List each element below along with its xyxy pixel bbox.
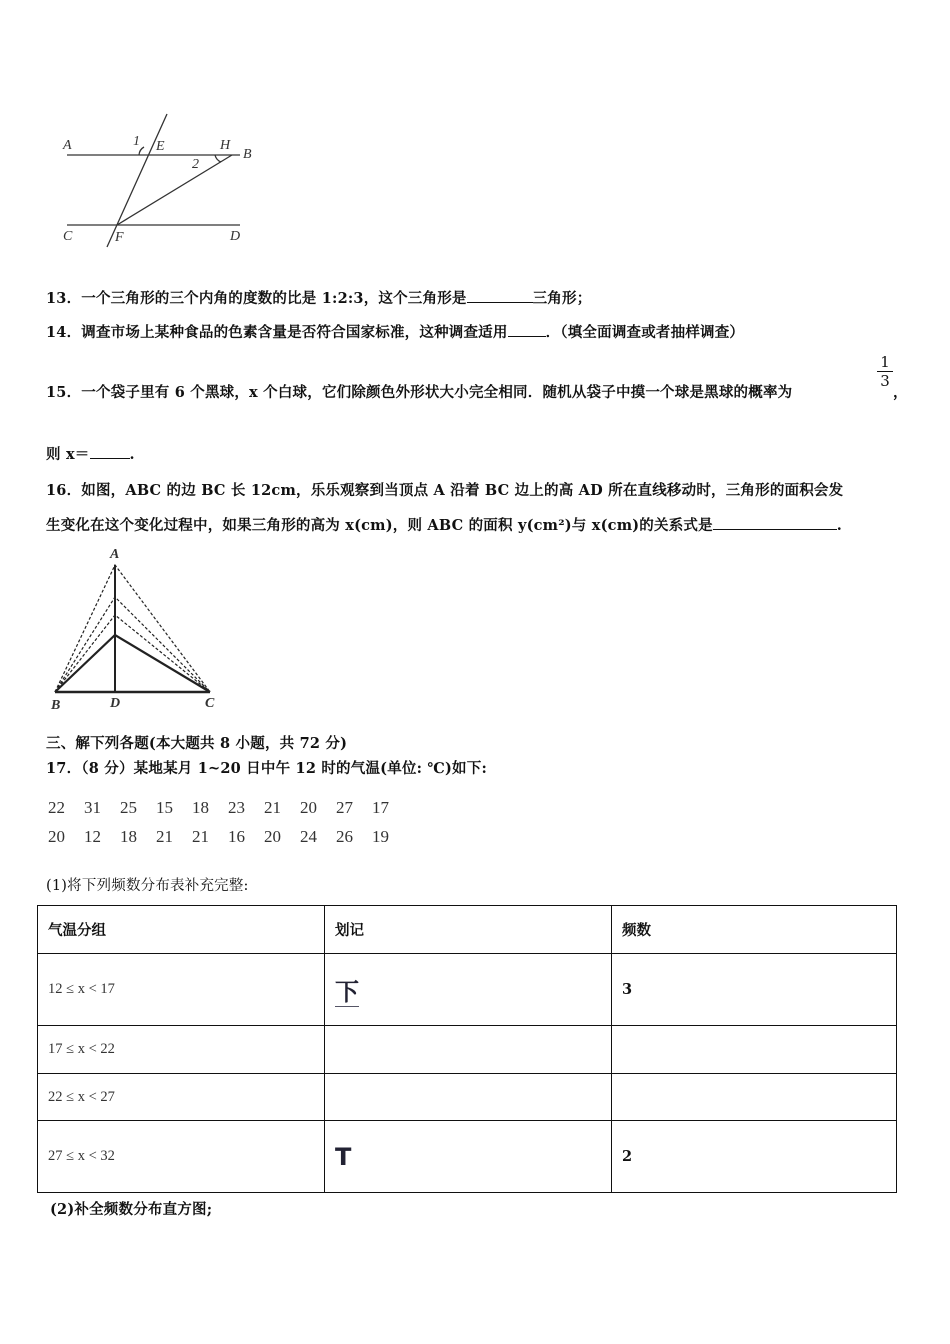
label-e: E	[156, 139, 165, 154]
q16-line2-end: .	[836, 517, 843, 534]
count-cell[interactable]: 2	[612, 1121, 897, 1193]
probability-fraction	[877, 353, 893, 390]
temp-value: 21	[264, 798, 281, 817]
temp-value: 21	[192, 827, 209, 846]
question-16-line2	[46, 514, 842, 535]
label-b: B	[51, 698, 61, 713]
question-17-part-1: (1)将下列频数分布表补充完整:	[46, 878, 249, 894]
temp-value: 18	[192, 798, 209, 817]
angle-2-arc	[215, 155, 221, 162]
dashed-triangle-1	[55, 565, 210, 692]
parallel-lines-figure	[55, 112, 265, 252]
label-d: D	[110, 696, 121, 711]
temp-value: 20	[264, 827, 281, 846]
table-row	[38, 1026, 897, 1074]
range-cell: 22 ≤ x < 27	[38, 1074, 325, 1121]
question-15-line1: 15．一个袋子里有 6 个黑球，x 个白球，它们除颜色外形状大小完全相同．随机从袋子中摸一个球是黑球的概率为	[46, 384, 793, 401]
q15-answer-blank[interactable]	[90, 444, 130, 459]
tally-cell[interactable]	[325, 1074, 612, 1121]
question-17-title: 17．（8 分）某地某月 1~20 日中午 12 时的气温(单位: ℃)如下:	[46, 760, 487, 777]
temp-value: 23	[228, 798, 245, 817]
label-c: C	[63, 229, 73, 244]
label-angle-1: 1	[133, 134, 140, 149]
label-c: C	[205, 696, 215, 711]
q14-text: 14．调查市场上某种食品的色素含量是否符合国家标准，这种调查适用	[46, 324, 508, 341]
temp-value: 31	[84, 798, 101, 817]
range-cell: 12 ≤ x < 17	[38, 954, 325, 1026]
q15-line2-end: .	[129, 446, 135, 463]
moving-triangle-figure	[45, 545, 225, 715]
count-cell[interactable]	[612, 1074, 897, 1121]
question-15-line2	[46, 443, 135, 464]
temp-value: 22	[48, 798, 65, 817]
q16-line2-text: 生变化在这个变化过程中，如果三角形的高为 x(cm)，则 ABC 的面积 y(cm²)与 x(cm)的关系式是	[46, 517, 713, 534]
temp-value: 25	[120, 798, 137, 817]
question-16-line1: 16．如图，ABC 的边 BC 长 12cm，乐乐观察到当顶点 A 沿着 BC 边上的高 AD 所在直线移动时，三角形的面积会发	[46, 482, 844, 499]
header-count: 频数	[612, 906, 897, 954]
tally-cell[interactable]	[325, 954, 612, 1026]
label-a: A	[63, 138, 72, 153]
label-f: F	[115, 230, 124, 245]
q14-answer-blank[interactable]	[508, 322, 546, 337]
q16-answer-blank[interactable]	[713, 515, 837, 530]
q13-text-end: 三角形；	[532, 290, 592, 307]
label-d: D	[230, 229, 241, 244]
temp-value: 20	[48, 827, 65, 846]
count-cell[interactable]: 3	[612, 954, 897, 1026]
line-fh	[117, 155, 232, 225]
table-row	[38, 1074, 897, 1121]
q15-line2-text: 则 x＝	[46, 446, 90, 463]
label-b: B	[243, 147, 252, 162]
label-angle-2: 2	[192, 157, 199, 172]
tally-cell[interactable]	[325, 1026, 612, 1074]
q13-answer-blank[interactable]	[467, 288, 533, 303]
tally-mark: T	[335, 1142, 352, 1171]
table-row	[38, 1121, 897, 1193]
temp-value: 15	[156, 798, 173, 817]
temp-value: 16	[228, 827, 245, 846]
tally-mark: 下	[335, 978, 359, 1006]
temp-value: 20	[300, 798, 317, 817]
solid-triangle	[55, 635, 210, 692]
temp-value: 21	[156, 827, 173, 846]
table-row	[38, 954, 897, 1026]
temp-value: 26	[336, 827, 353, 846]
header-tally: 划记	[325, 906, 612, 954]
q14-text-end: ．（填全面调查或者抽样调查）	[545, 324, 745, 341]
q13-text: 13．一个三角形的三个内角的度数的比是 1:2:3，这个三角形是	[46, 290, 467, 307]
table-header-row	[38, 906, 897, 954]
question-13	[46, 287, 591, 308]
temperature-row-1	[48, 798, 408, 818]
tally-cell[interactable]	[325, 1121, 612, 1193]
section-3-title: 三、解下列各题(本大题共 8 小题，共 72 分)	[46, 735, 348, 752]
temp-value: 17	[372, 798, 389, 817]
question-15-comma: ，	[893, 384, 908, 401]
header-range: 气温分组	[38, 906, 325, 954]
range-cell: 17 ≤ x < 22	[38, 1026, 325, 1074]
question-17-part-2: (2)补全频数分布直方图;	[50, 1201, 213, 1218]
temp-value: 19	[372, 827, 389, 846]
temp-value: 18	[120, 827, 137, 846]
range-cell: 27 ≤ x < 32	[38, 1121, 325, 1193]
label-h: H	[220, 138, 231, 153]
temperature-row-2	[48, 827, 408, 847]
dashed-triangle-3	[55, 615, 210, 692]
fraction-numerator: 1	[877, 353, 893, 372]
label-a: A	[110, 547, 120, 562]
temp-value: 12	[84, 827, 101, 846]
frequency-table	[37, 905, 897, 1193]
question-14	[46, 321, 744, 342]
temp-value: 24	[300, 827, 317, 846]
temp-value: 27	[336, 798, 353, 817]
count-cell[interactable]	[612, 1026, 897, 1074]
fraction-denominator: 3	[880, 372, 890, 390]
